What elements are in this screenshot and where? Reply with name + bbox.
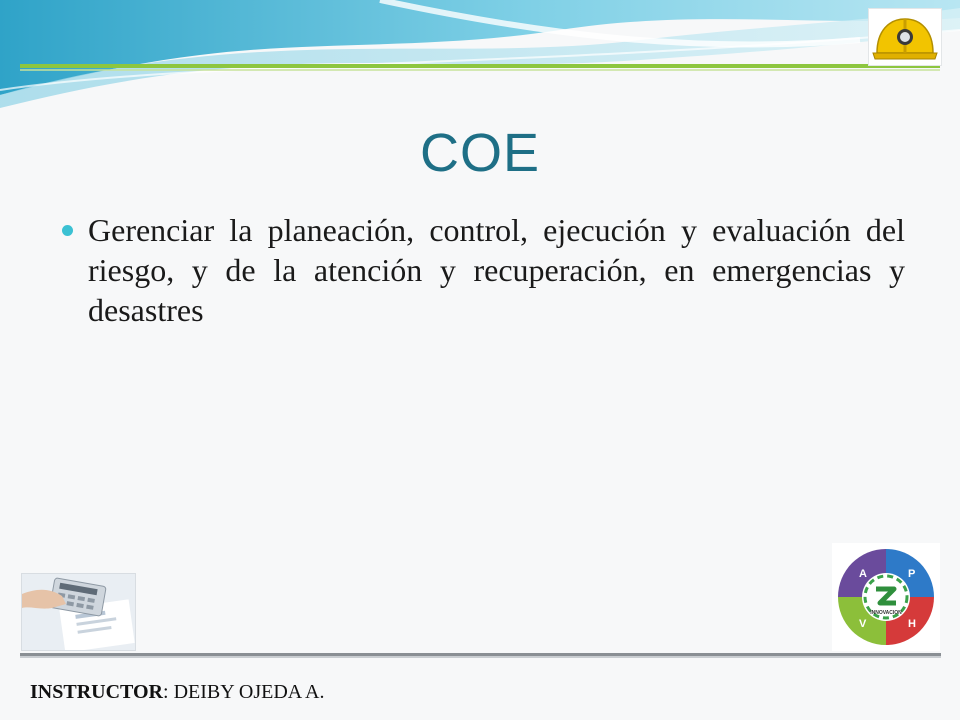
instructor-footer xyxy=(30,681,325,704)
instructor-name: DEIBY OJEDA A. xyxy=(173,681,325,703)
phva-center-text: INNOVACION xyxy=(870,610,902,616)
phva-letter-h: H xyxy=(908,618,916,630)
bullet-dot-icon xyxy=(62,225,73,236)
phva-letter-a: A xyxy=(859,568,867,580)
phva-letter-p: P xyxy=(908,568,916,580)
instructor-label: INSTRUCTOR xyxy=(30,681,163,703)
phva-letter-v: V xyxy=(859,618,867,630)
header-wave-decoration xyxy=(0,0,960,110)
bullet-list xyxy=(60,210,905,330)
instructor-separator: : xyxy=(163,681,174,703)
phva-cycle-logo xyxy=(832,543,940,651)
bullet-item xyxy=(60,210,905,330)
bullet-text: Gerenciar la planeación, control, ejecución y evaluación del riesgo, y de la atención y recuperación, en emergencias y desastres xyxy=(88,212,905,328)
footer-divider xyxy=(20,653,941,658)
calculator-photo xyxy=(21,573,136,651)
helmet-logo-icon xyxy=(868,8,942,66)
slide-title: COE xyxy=(419,123,541,183)
